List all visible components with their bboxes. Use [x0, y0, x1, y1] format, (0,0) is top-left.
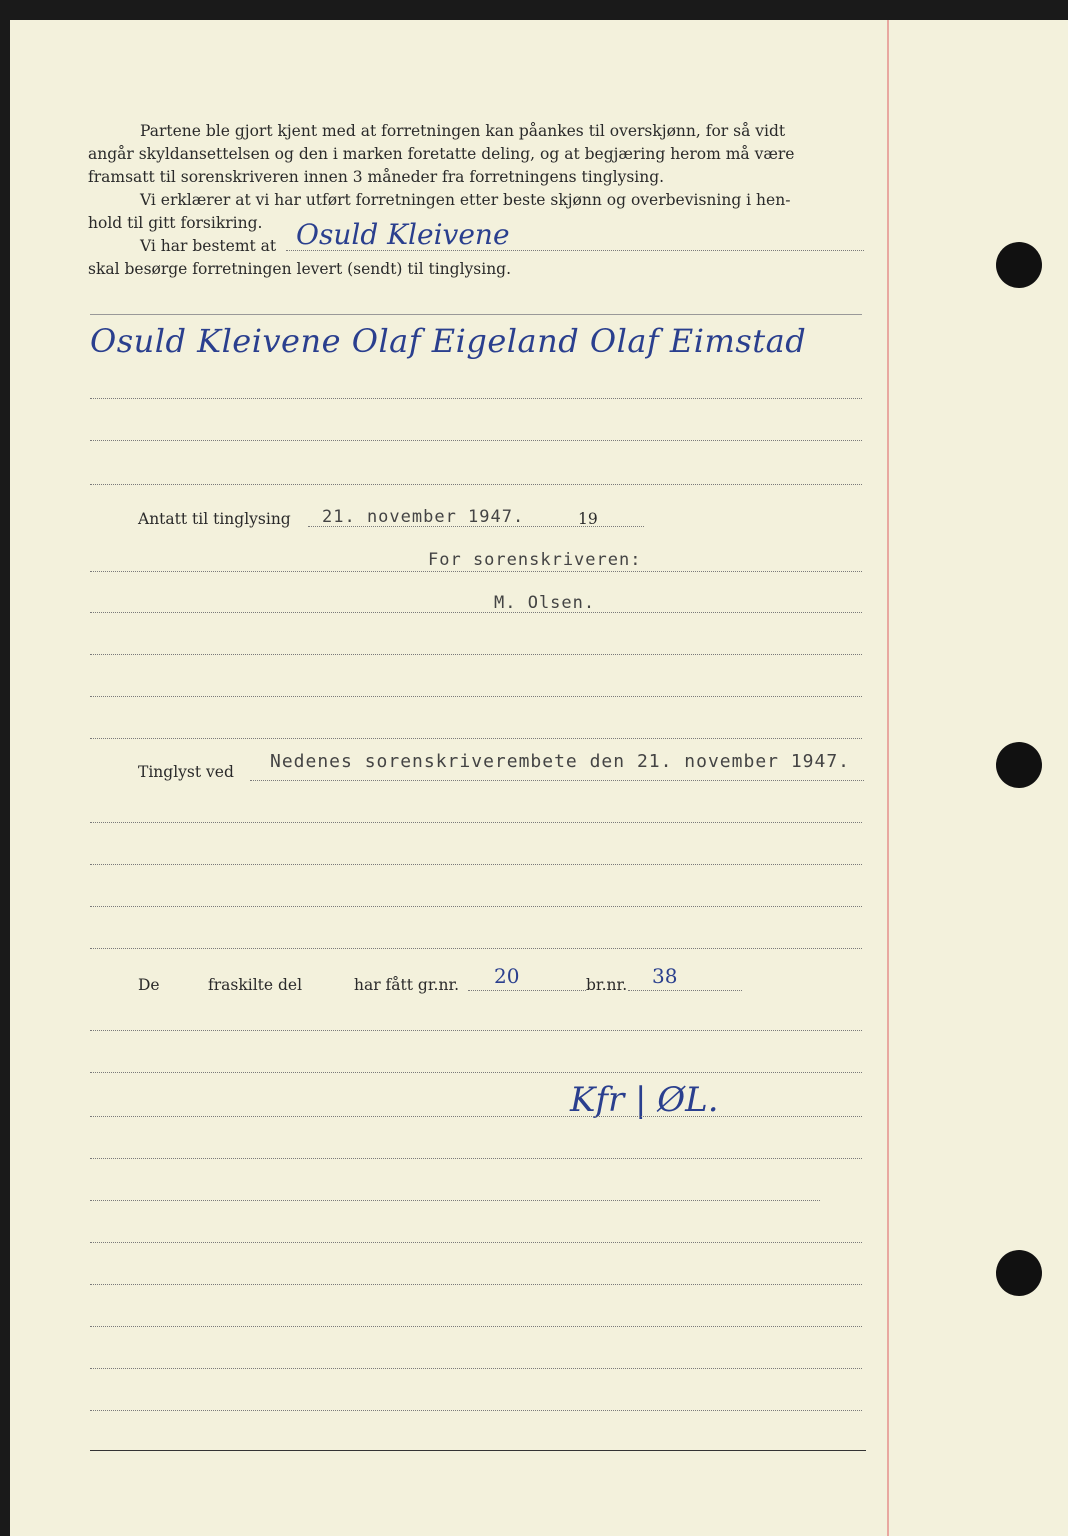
dotted-rule: [90, 484, 862, 485]
closing-rule: [90, 1450, 866, 1451]
punch-hole: [996, 742, 1042, 788]
dotted-rule: [468, 990, 586, 991]
dotted-rule: [90, 1158, 862, 1159]
fraskilte-word: De: [138, 976, 160, 994]
dotted-rule: [90, 948, 862, 949]
brnr-value: 38: [652, 964, 678, 988]
dotted-rule: [286, 250, 864, 251]
dotted-rule: [90, 1030, 862, 1031]
dotted-rule: [308, 526, 644, 527]
fraskilte-word: br.nr.: [586, 976, 628, 994]
dotted-rule: [90, 696, 862, 697]
dotted-rule: [90, 398, 862, 399]
dotted-rule: [90, 906, 862, 907]
signer-name: M. Olsen.: [494, 593, 596, 613]
dotted-rule: [90, 1410, 862, 1411]
tinglyst-label: Tinglyst ved: [138, 763, 234, 781]
year-prefix: 19: [578, 510, 598, 528]
paragraph-line: Partene ble gjort kjent med at forretningen kan påankes til overskjønn, for så vidt: [140, 122, 786, 140]
paragraph-line: angår skyldansettelsen og den i marken foretatte deling, og at begjæring herom må være: [88, 145, 795, 163]
dotted-rule: [90, 1242, 862, 1243]
paragraph-line: hold til gitt forsikring.: [88, 214, 263, 232]
punch-hole: [996, 1250, 1042, 1296]
tinglyst-value: Nedenes sorenskriverembete den 21. november 1947.: [270, 751, 851, 772]
rule: [90, 314, 862, 315]
grnr-value: 20: [494, 964, 520, 988]
punch-hole: [996, 242, 1042, 288]
dotted-rule: [90, 1326, 862, 1327]
paragraph-line: skal besørge forretningen levert (sendt) til tinglysing.: [88, 260, 512, 278]
dotted-rule: [90, 864, 862, 865]
dotted-rule: [90, 1284, 862, 1285]
dotted-rule: [90, 1116, 862, 1117]
dotted-rule: [90, 571, 862, 572]
document-page: [10, 20, 1068, 1536]
for-sorenskriveren: For sorenskriveren:: [428, 550, 642, 570]
bestemt-label: Vi har bestemt at: [140, 237, 277, 255]
margin-line: [887, 20, 889, 1536]
handwritten-initials: Kfr | ØL.: [570, 1080, 719, 1120]
fraskilte-word: har fått gr.nr.: [354, 976, 460, 994]
fraskilte-word: fraskilte del: [208, 976, 303, 994]
declaration-paragraph: [88, 120, 864, 281]
dotted-rule: [628, 990, 742, 991]
dotted-rule: [90, 822, 862, 823]
handwritten-name: Osuld Kleivene: [296, 218, 510, 251]
dotted-rule: [90, 612, 862, 613]
paragraph-line: Vi erklærer at vi har utført forretningen etter beste skjønn og overbevisning i hen-: [140, 191, 791, 209]
dotted-rule: [90, 1200, 820, 1201]
paragraph-line: framsatt til sorenskriveren innen 3 måneder fra forretningens tinglysing.: [88, 168, 665, 186]
dotted-rule: [90, 654, 862, 655]
antatt-label: Antatt til tinglysing: [138, 510, 291, 528]
dotted-rule: [90, 738, 862, 739]
dotted-rule: [90, 440, 862, 441]
antatt-date: 21. november 1947.: [322, 507, 525, 527]
dotted-rule: [90, 1368, 862, 1369]
dotted-rule: [250, 780, 864, 781]
handwritten-signatures: Osuld Kleivene Olaf Eigeland Olaf Eimstad: [90, 322, 807, 360]
dotted-rule: [90, 1072, 862, 1073]
